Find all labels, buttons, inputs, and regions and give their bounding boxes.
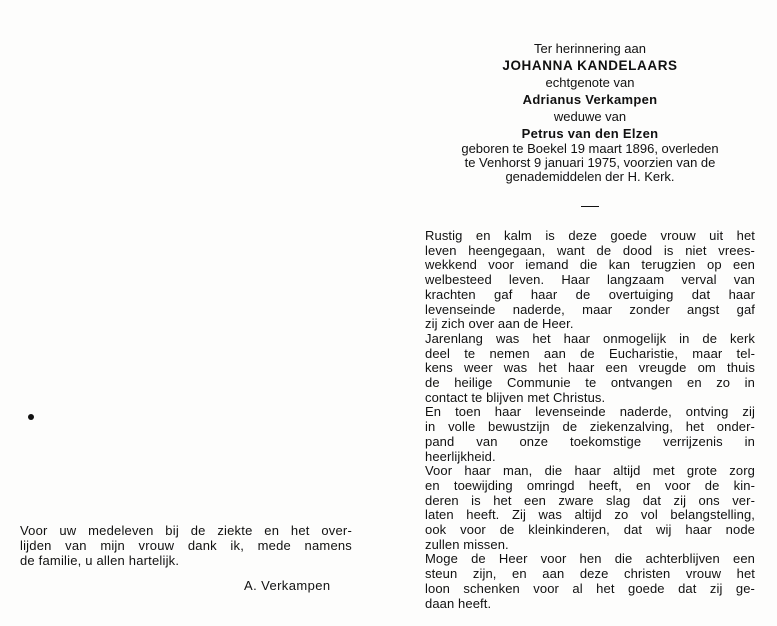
divider-dash: [581, 206, 599, 207]
memorial-body: [425, 229, 755, 611]
memorial-header: [425, 40, 755, 142]
body-line: deren is het een zware slag dat zij ons ver-: [425, 492, 755, 508]
thanks-line: Voor uw medeleven bij de ziekte en het over-: [20, 523, 352, 538]
body-line: in volle bewustzijn de ziekenzalving, het onder-: [425, 419, 755, 435]
widow-label: weduwe van: [553, 109, 627, 124]
intro-line: Ter herinnering aan: [533, 41, 647, 56]
body-line: levenseinde naderde, maar zonder angst gaf: [425, 301, 755, 317]
life-dates: [425, 142, 755, 184]
dates-line: genademiddelen der H. Kerk.: [505, 169, 675, 184]
body-line: contact te blijven met Christus.: [425, 389, 606, 405]
body-line: daan heeft.: [425, 595, 492, 611]
body-line: en toewijding omringd heeft, en voor de kin-: [425, 477, 755, 493]
body-line: Rustig en kalm is deze goede vrouw uit het: [425, 228, 755, 243]
body-line: heerlijkheid.: [425, 448, 496, 464]
body-line: krachten gaf haar de overtuiging dat haar: [425, 286, 755, 302]
body-line: pand van onze toekomstige verrijzenis in: [425, 433, 755, 449]
body-line: Voor haar man, die haar altijd met grote zorg: [425, 463, 755, 479]
spouse-label: echtgenote van: [545, 75, 635, 90]
body-line: wekkend voor iemand die kan terugzien op een: [425, 257, 755, 273]
body-line: welbesteed leven. Haar langzaam verval van: [425, 272, 755, 288]
spouse-name: Adrianus Verkampen: [522, 92, 658, 107]
dates-line: te Venhorst 9 januari 1975, voorzien van de: [464, 155, 716, 170]
body-line: Moge de Heer voor hen die achterblijven een: [425, 551, 755, 567]
thanks-note: [20, 523, 352, 568]
body-line: En toen haar levenseinde naderde, ontving zij: [425, 404, 755, 420]
body-line: de heilige Communie te ontvangen en zo in: [425, 375, 755, 391]
body-line: Jarenlang was het haar onmogelijk in de kerk: [425, 330, 755, 346]
body-line: loon schenken voor al het goede dat zij ge-: [425, 580, 755, 596]
body-line: steun zijn, en aan deze christen vrouw het: [425, 566, 755, 582]
body-line: kens weer was het haar een vreugde om thuis: [425, 360, 755, 376]
first-spouse-name: Petrus van den Elzen: [521, 126, 659, 141]
body-line: zullen missen.: [425, 536, 509, 552]
dates-line: geboren te Boekel 19 maart 1896, overleden: [461, 141, 719, 156]
thanks-line: lijden van mijn vrouw dank ik, mede namens: [20, 538, 352, 553]
body-line: deel te nemen aan de Eucharistie, maar tel-: [425, 345, 755, 361]
memorial-text: [425, 40, 755, 611]
dot-mark: [28, 414, 34, 420]
body-line: zij zich over aan de Heer.: [425, 316, 574, 332]
body-line: leven heengegaan, want de dood is niet vrees-: [425, 242, 755, 258]
thanks-line: de familie, u allen hartelijk.: [20, 553, 180, 568]
signature: A. Verkampen: [244, 578, 331, 593]
body-line: laten heeft. Zij was altijd zo vol belangstelling,: [425, 507, 755, 523]
deceased-name: JOHANNA KANDELAARS: [502, 58, 678, 73]
body-line: ook voor de kleinkinderen, dat wij haar node: [425, 522, 755, 538]
